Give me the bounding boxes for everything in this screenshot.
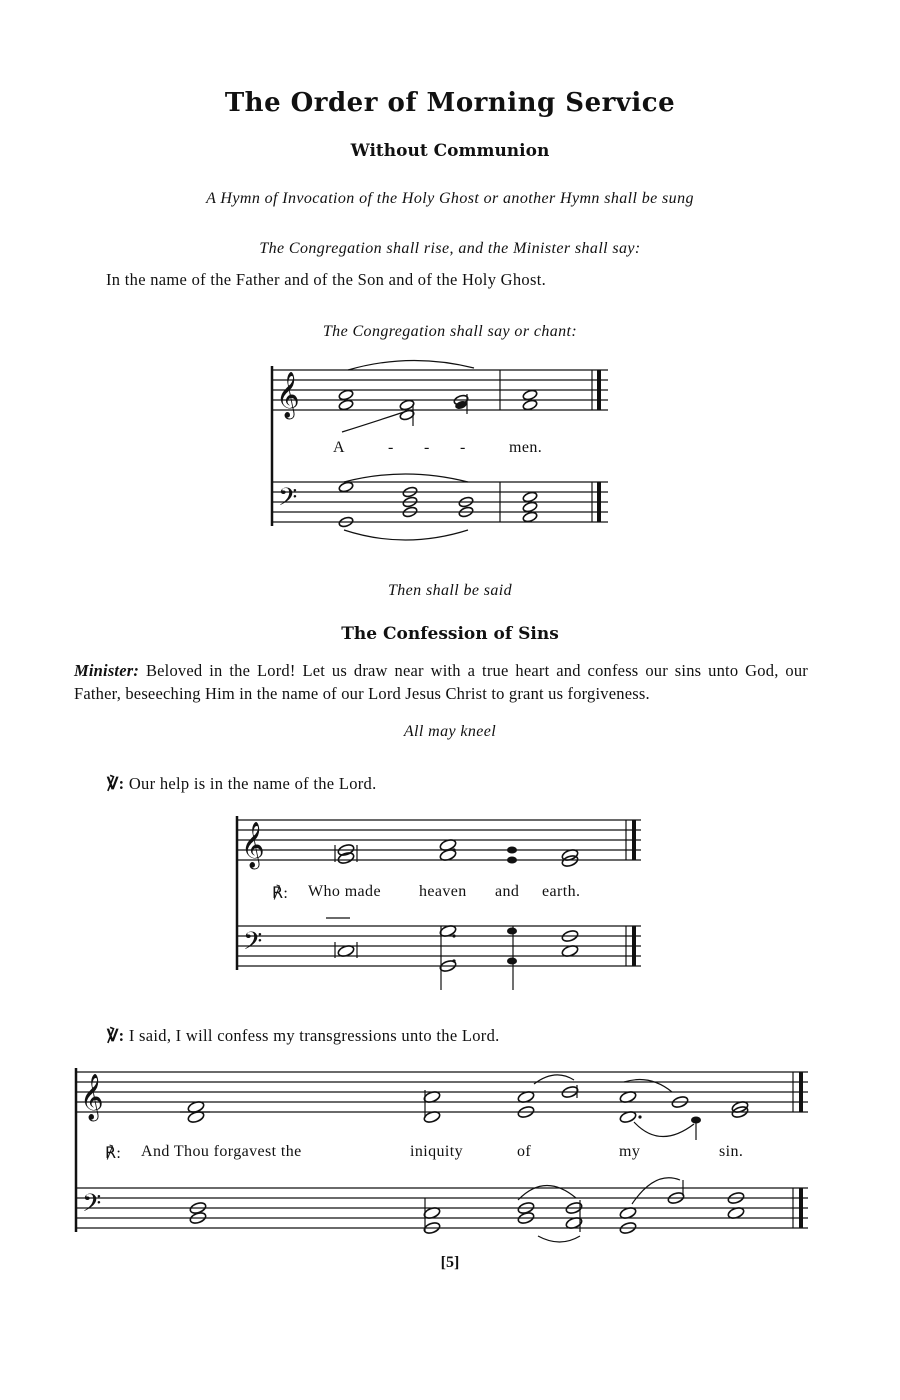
versicle-symbol: ℣: [107, 1026, 125, 1045]
amen-lyric-dash: - [388, 439, 394, 456]
response-2-word: sin. [719, 1143, 744, 1160]
treble-clef-icon: 𝄞 [241, 822, 265, 868]
amen-lyric-dash: - [460, 439, 466, 456]
rubric-kneel: All may kneel [403, 723, 497, 740]
amen-lyric-men: men. [509, 439, 543, 456]
response-2-word: iniquity [410, 1143, 463, 1160]
versicle-2-text: I said, I will confess my transgressions unto the Lord. [128, 1026, 500, 1045]
response-2-word: my [619, 1143, 641, 1160]
response-2-word: of [517, 1143, 532, 1160]
response-2-word: And Thou forgavest the [141, 1143, 302, 1160]
minister-label: Minister: [74, 661, 140, 680]
rubric-chant: The Congregation shall say or chant: [322, 323, 578, 340]
amen-lyric-dash: - [424, 439, 430, 456]
confession-heading: The Confession of Sins [341, 624, 559, 644]
bass-clef-icon: 𝄢 [243, 927, 263, 962]
versicle-symbol: ℣: [107, 774, 125, 793]
response-symbol: ℟: [105, 1145, 122, 1162]
bass-clef-icon: 𝄢 [82, 1189, 102, 1224]
page-number: [5] [440, 1254, 460, 1271]
page-subtitle: Without Communion [350, 141, 550, 161]
rubric-then-said: Then shall be said [387, 582, 513, 599]
response-1-word: earth. [542, 883, 581, 900]
response-1-word: and [495, 883, 520, 900]
rubric-hymn: A Hymn of Invocation of the Holy Ghost or another Hymn shall be sung [206, 190, 694, 207]
response-symbol: ℟: [272, 885, 289, 902]
bass-clef-icon: 𝄢 [278, 483, 298, 518]
versicle-1-text: Our help is in the name of the Lord. [128, 774, 377, 793]
invocation-text: In the name of the Father and of the Son and of the Holy Ghost. [106, 270, 547, 289]
page-title: The Order of Morning Service [224, 88, 676, 118]
response-1-word: heaven [419, 883, 467, 900]
treble-clef-icon: 𝄞 [80, 1074, 104, 1120]
treble-clef-icon: 𝄞 [276, 372, 300, 418]
amen-lyric-a: A [333, 439, 345, 456]
rubric-rise: The Congregation shall rise, and the Minister shall say: [259, 240, 641, 257]
minister-text: Beloved in the Lord! Let us draw near with a true heart and confess our sins unto God, our Father, beseeching Him in the name of our Lord Jesus Christ to grant us forgiveness. [74, 661, 808, 703]
response-1-word: Who made [308, 883, 381, 900]
